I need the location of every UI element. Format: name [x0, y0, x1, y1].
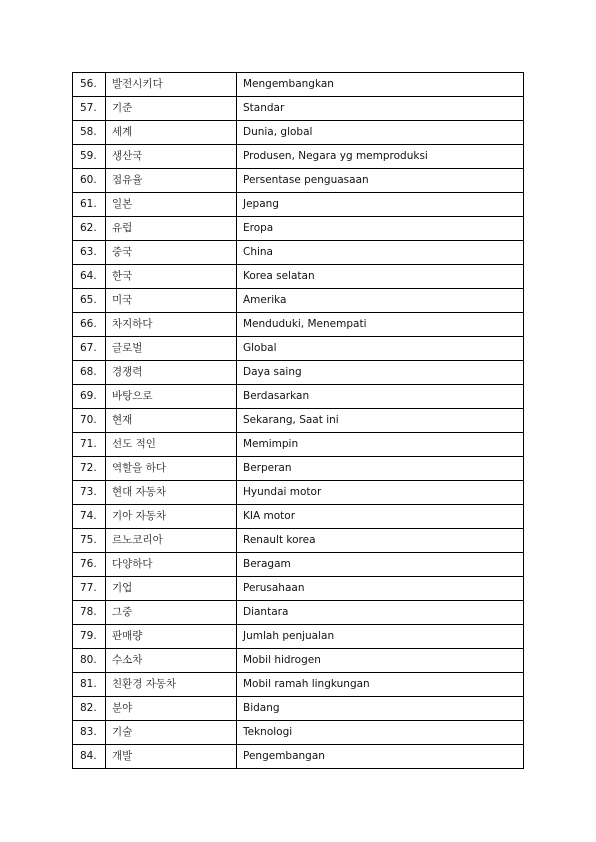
korean-word: 한국 — [106, 265, 237, 289]
indonesian-translation: Persentase penguasaan — [237, 169, 524, 193]
korean-word: 세계 — [106, 121, 237, 145]
row-number: 62. — [73, 217, 106, 241]
table-row — [73, 145, 524, 169]
table-row — [73, 289, 524, 313]
table-row — [73, 625, 524, 649]
korean-word: 현재 — [106, 409, 237, 433]
indonesian-translation: Amerika — [237, 289, 524, 313]
row-number: 63. — [73, 241, 106, 265]
indonesian-translation: Perusahaan — [237, 577, 524, 601]
row-number: 65. — [73, 289, 106, 313]
table-row — [73, 553, 524, 577]
indonesian-translation: Bidang — [237, 697, 524, 721]
korean-word: 친환경 자동차 — [106, 673, 237, 697]
indonesian-translation: Pengembangan — [237, 745, 524, 769]
table-row — [73, 241, 524, 265]
table-row — [73, 481, 524, 505]
korean-word: 일본 — [106, 193, 237, 217]
indonesian-translation: Berdasarkan — [237, 385, 524, 409]
row-number: 58. — [73, 121, 106, 145]
indonesian-translation: Eropa — [237, 217, 524, 241]
indonesian-translation: Daya saing — [237, 361, 524, 385]
korean-word: 기아 자동차 — [106, 505, 237, 529]
table-row — [73, 673, 524, 697]
table-row — [73, 265, 524, 289]
indonesian-translation: Dunia, global — [237, 121, 524, 145]
korean-word: 판매량 — [106, 625, 237, 649]
indonesian-translation: Global — [237, 337, 524, 361]
table-row — [73, 337, 524, 361]
row-number: 71. — [73, 433, 106, 457]
indonesian-translation: Mobil ramah lingkungan — [237, 673, 524, 697]
row-number: 69. — [73, 385, 106, 409]
row-number: 73. — [73, 481, 106, 505]
row-number: 80. — [73, 649, 106, 673]
indonesian-translation: Produsen, Negara yg memproduksi — [237, 145, 524, 169]
indonesian-translation: Menduduki, Menempati — [237, 313, 524, 337]
korean-word: 글로벌 — [106, 337, 237, 361]
vocabulary-table-body — [73, 73, 524, 769]
korean-word: 점유율 — [106, 169, 237, 193]
row-number: 67. — [73, 337, 106, 361]
korean-word: 다양하다 — [106, 553, 237, 577]
indonesian-translation: Sekarang, Saat ini — [237, 409, 524, 433]
row-number: 68. — [73, 361, 106, 385]
korean-word: 수소차 — [106, 649, 237, 673]
indonesian-translation: Korea selatan — [237, 265, 524, 289]
row-number: 78. — [73, 601, 106, 625]
korean-word: 그중 — [106, 601, 237, 625]
korean-word: 기준 — [106, 97, 237, 121]
table-row — [73, 361, 524, 385]
korean-word: 차지하다 — [106, 313, 237, 337]
table-row — [73, 313, 524, 337]
table-row — [73, 433, 524, 457]
indonesian-translation: Berperan — [237, 457, 524, 481]
korean-word: 현대 자동차 — [106, 481, 237, 505]
row-number: 76. — [73, 553, 106, 577]
indonesian-translation: Teknologi — [237, 721, 524, 745]
table-row — [73, 121, 524, 145]
row-number: 79. — [73, 625, 106, 649]
table-row — [73, 169, 524, 193]
table-row — [73, 697, 524, 721]
row-number: 75. — [73, 529, 106, 553]
row-number: 81. — [73, 673, 106, 697]
row-number: 70. — [73, 409, 106, 433]
indonesian-translation: Mengembangkan — [237, 73, 524, 97]
korean-word: 선도 적인 — [106, 433, 237, 457]
indonesian-translation: China — [237, 241, 524, 265]
table-row — [73, 721, 524, 745]
table-row — [73, 385, 524, 409]
table-row — [73, 745, 524, 769]
korean-word: 개발 — [106, 745, 237, 769]
korean-word: 바탕으로 — [106, 385, 237, 409]
korean-word: 유럽 — [106, 217, 237, 241]
indonesian-translation: Memimpin — [237, 433, 524, 457]
korean-word: 생산국 — [106, 145, 237, 169]
korean-word: 미국 — [106, 289, 237, 313]
indonesian-translation: Jepang — [237, 193, 524, 217]
indonesian-translation: Jumlah penjualan — [237, 625, 524, 649]
indonesian-translation: Mobil hidrogen — [237, 649, 524, 673]
korean-word: 분야 — [106, 697, 237, 721]
vocabulary-table — [72, 72, 524, 769]
korean-word: 역할을 하다 — [106, 457, 237, 481]
indonesian-translation: Diantara — [237, 601, 524, 625]
row-number: 83. — [73, 721, 106, 745]
indonesian-translation: Renault korea — [237, 529, 524, 553]
table-row — [73, 193, 524, 217]
table-row — [73, 649, 524, 673]
row-number: 60. — [73, 169, 106, 193]
korean-word: 기술 — [106, 721, 237, 745]
table-row — [73, 217, 524, 241]
row-number: 77. — [73, 577, 106, 601]
table-row — [73, 97, 524, 121]
row-number: 84. — [73, 745, 106, 769]
row-number: 64. — [73, 265, 106, 289]
table-row — [73, 529, 524, 553]
row-number: 59. — [73, 145, 106, 169]
indonesian-translation: Beragam — [237, 553, 524, 577]
row-number: 61. — [73, 193, 106, 217]
table-row — [73, 409, 524, 433]
row-number: 82. — [73, 697, 106, 721]
korean-word: 중국 — [106, 241, 237, 265]
korean-word: 발전시키다 — [106, 73, 237, 97]
indonesian-translation: KIA motor — [237, 505, 524, 529]
row-number: 72. — [73, 457, 106, 481]
table-row — [73, 505, 524, 529]
table-row — [73, 457, 524, 481]
row-number: 74. — [73, 505, 106, 529]
indonesian-translation: Hyundai motor — [237, 481, 524, 505]
korean-word: 기업 — [106, 577, 237, 601]
korean-word: 경쟁력 — [106, 361, 237, 385]
table-row — [73, 73, 524, 97]
indonesian-translation: Standar — [237, 97, 524, 121]
row-number: 56. — [73, 73, 106, 97]
table-row — [73, 601, 524, 625]
korean-word: 르노코리아 — [106, 529, 237, 553]
row-number: 57. — [73, 97, 106, 121]
table-row — [73, 577, 524, 601]
row-number: 66. — [73, 313, 106, 337]
